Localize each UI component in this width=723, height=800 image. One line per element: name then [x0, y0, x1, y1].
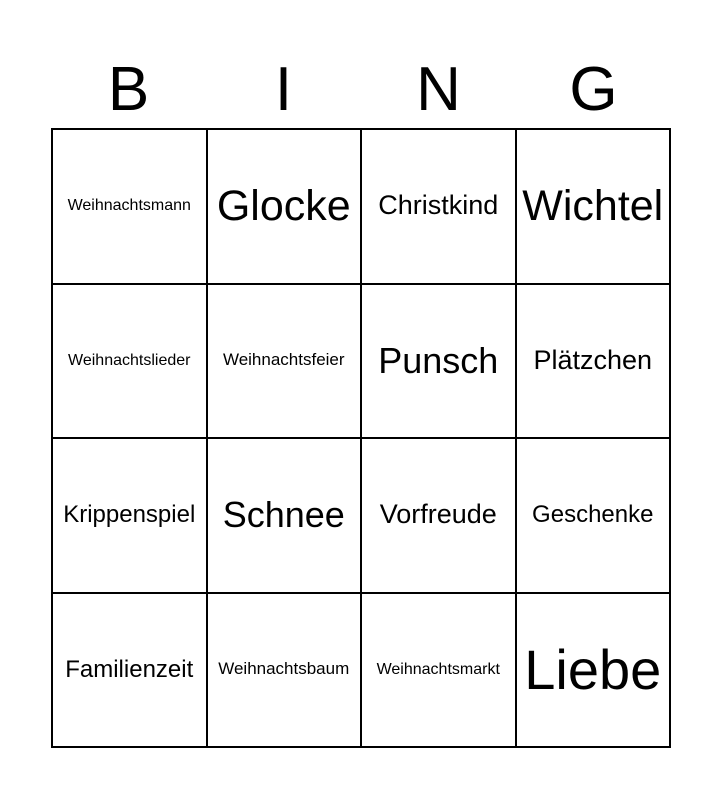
bingo-header: [51, 52, 671, 128]
bingo-cell-r1c1[interactable]: Weihnachtsmann: [53, 130, 208, 285]
bingo-cell-r2c1[interactable]: Weihnachtslieder: [53, 285, 208, 440]
bingo-cell-r3c3[interactable]: Vorfreude: [362, 439, 517, 594]
bingo-cell-r1c3[interactable]: Christkind: [362, 130, 517, 285]
bingo-cell-r1c2[interactable]: Glocke: [208, 130, 363, 285]
bingo-grid: [51, 128, 671, 748]
bingo-cell-r1c4[interactable]: Wichtel: [517, 130, 672, 285]
bingo-cell-r2c2[interactable]: Weihnachtsfeier: [208, 285, 363, 440]
header-letter-i: I: [274, 55, 293, 124]
bingo-cell-r4c2[interactable]: Weihnachtsbaum: [208, 594, 363, 749]
bingo-cell-r4c3[interactable]: Weihnachtsmarkt: [362, 594, 517, 749]
header-letter-n: N: [416, 55, 461, 124]
bingo-cell-r4c4[interactable]: Liebe: [517, 594, 672, 749]
bingo-cell-r3c2[interactable]: Schnee: [208, 439, 363, 594]
bingo-cell-r3c1[interactable]: Krippenspiel: [53, 439, 208, 594]
header-letter-g: G: [569, 55, 618, 124]
bingo-cell-r2c4[interactable]: Plätzchen: [517, 285, 672, 440]
bingo-cell-r3c4[interactable]: Geschenke: [517, 439, 672, 594]
header-letter-b: B: [107, 55, 150, 124]
bingo-cell-r4c1[interactable]: Familienzeit: [53, 594, 208, 749]
bingo-cell-r2c3[interactable]: Punsch: [362, 285, 517, 440]
